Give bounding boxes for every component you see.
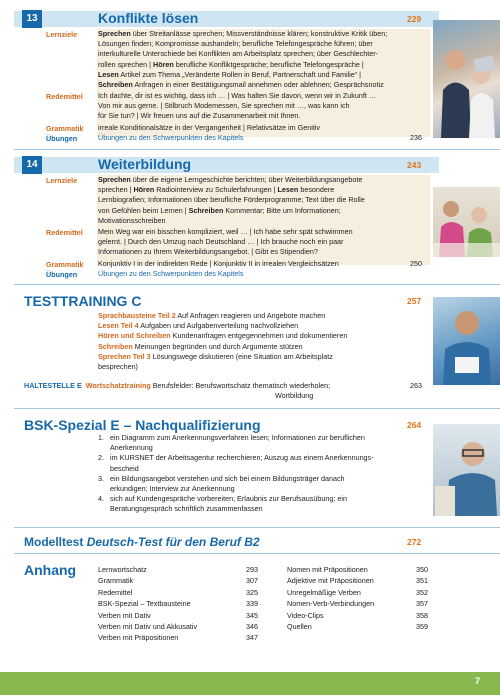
anhang-title[interactable]: Anhang xyxy=(24,562,77,578)
chapter-13-lernziele-label: Lernziele xyxy=(46,30,78,39)
chapter-13-uebungen-label: Übungen xyxy=(46,134,78,143)
chapter-13-uebungen-page[interactable]: 236 xyxy=(410,133,422,142)
bsk-photo xyxy=(433,424,500,516)
anhang-entry[interactable]: Quellen 359 xyxy=(287,622,428,632)
anhang-entry[interactable]: Adjektive mit Präpositionen 351 xyxy=(287,576,428,586)
chapter-14-uebungen[interactable]: Übungen zu den Schwerpunkten des Kapitels xyxy=(98,269,244,278)
page-number: 7 xyxy=(474,676,480,686)
chapter-13-header-bar xyxy=(14,11,439,27)
bsk-items: 1. ein Diagramm zum Anerkennungsverfahren lesen; Informationen zur beruflichen Anerkennung 2. im KURSNET der Arbeitsagentur recherchieren; Auszug aus einem Anerkennungs- bescheid 3. ein Bildungsangebot verstehen und sich bei einem Bildungsträger danach erkundigen; Interview zur Anerkennung 4. sich auf Kundengespräche vorbereiten; Erlaubnis zur Berufsausübung; ein Beratungsgespräch schriftlich zusammenfassen xyxy=(98,433,374,514)
chapter-14-title[interactable]: Weiterbildung xyxy=(98,156,192,172)
chapter-14-lernziele: Sprechen über die eigene Lerngeschichte berichten; über Weiterbildungsangebote sprechen | Hören Radiointerview zu Schulerfahrungen | Lesen besondere Lernbiografien; Informationen über berufliche Förderprogramme; Text über die Rolle von Gefühlen beim Lernen | Schreiben Kommentar; Bitte um Informationen; Motivationsschreiben xyxy=(98,175,365,225)
testtraining-photo xyxy=(433,297,500,385)
testtraining-separator xyxy=(14,408,500,409)
modelltest-separator xyxy=(14,553,500,554)
chapter-14-page[interactable]: 243 xyxy=(407,160,422,170)
chapter-14-grammatik-label: Grammatik xyxy=(46,260,84,269)
chapter-13-grammatik: irreale Konditionalsätze in der Vergangenheit | Relativsätze im Genitiv xyxy=(98,123,321,132)
anhang-column-2 xyxy=(287,564,428,632)
chapter-14-grammatik: Konjunktiv I in der indirekten Rede | Konjunktiv II in irrealen Vergleichsätzen xyxy=(98,259,339,268)
chapter-13-title[interactable]: Konflikte lösen xyxy=(98,10,199,26)
chapter-14-lernziele-label: Lernziele xyxy=(46,176,78,185)
chapter-14-number: 14 xyxy=(22,156,42,174)
bsk-title[interactable]: BSK-Spezial E – Nachqualifizierung xyxy=(24,417,261,433)
chapter-13-grammatik-label: Grammatik xyxy=(46,124,84,133)
modelltest-page[interactable]: 272 xyxy=(407,537,422,547)
chapter-13-separator xyxy=(14,149,500,150)
modelltest-heading[interactable]: Modelltest Deutsch-Test für den Beruf B2 xyxy=(24,535,260,549)
chapter-13-uebungen[interactable]: Übungen zu den Schwerpunkten des Kapitels xyxy=(98,133,244,142)
anhang-entry[interactable]: Unregelmäßige Verben 352 xyxy=(287,587,428,597)
chapter-13-redemittel: Ich dachte, dir ist es wichtig, dass ich … | Was halten Sie davon, wenn wir in Zukunft … Von mir aus gerne. | Stilbruch Modemessen, Sie sprechen mit …, was kann ich für Sie tun? | Wir freuen uns auf die Zusammenarbeit mit Ihnen. xyxy=(98,91,377,121)
bsk-page[interactable]: 264 xyxy=(407,420,422,430)
anhang-entry[interactable]: Verben mit Dativ 345 xyxy=(98,610,258,620)
chapter-13-photo xyxy=(433,20,500,138)
page-footer-bar xyxy=(0,672,500,695)
chapter-14-header-bar xyxy=(14,157,439,173)
chapter-13-lernziele: Sprechen über Streitanlässe sprechen; Missverständnisse klären; konstruktive Kritik üben; Lösungen finden; Kompromisse aushandeln; berufliche Telefongespräche führen; über interkulturelle Unterschiede bei Konflikten am Arbeitsplatz sprechen; über Geschlechter- rollen sprechen | Hören berufliche Konfliktgespräche; berufliche Telefongespräche | Lesen Artikel zum Thema „Veränderte Rollen in Beruf, Partnerschaft und Familie“ | Schreiben Anfragen in einer Bestätigungsmail annehmen oder ablehnen; Gesprächsnotiz xyxy=(98,29,388,90)
haltestelle-entry[interactable]: HALTESTELLE E Wortschatztraining Berufsfelder: Berufswortschatz thematisch wiederholen; Wortbildung xyxy=(24,381,331,401)
anhang-entry[interactable]: Nomen mit Präpositionen 350 xyxy=(287,565,428,574)
chapter-13-number: 13 xyxy=(22,10,42,28)
bsk-separator xyxy=(14,527,500,528)
anhang-entry[interactable]: Lernwortschatz 293 xyxy=(98,565,258,574)
chapter-14-redemittel: Mein Weg war ein bisschen kompliziert, weil … | Ich habe sehr spät schwimmen gelernt. | Durch den Umzug nach Deutschland … | Ich brauche noch ein paar Informationen zu Ihrem Weiterbildungsangebot. | Gibt es Stipendien? xyxy=(98,227,353,257)
testtraining-title[interactable]: TESTTRAINING C xyxy=(24,293,142,309)
testtraining-page[interactable]: 257 xyxy=(407,296,422,306)
anhang-column-1 xyxy=(98,564,258,644)
anhang-entry[interactable]: Video-Clips 358 xyxy=(287,610,428,620)
chapter-14-uebungen-label: Übungen xyxy=(46,270,78,279)
chapter-14-grammatik-page[interactable]: 250 xyxy=(410,259,422,268)
haltestelle-page[interactable]: 263 xyxy=(410,381,422,390)
anhang-entry[interactable]: Verben mit Dativ und Akkusativ 346 xyxy=(98,622,258,632)
chapter-13-redemittel-label: Redemittel xyxy=(46,92,83,101)
testtraining-items: Sprachbausteine Teil 2 Auf Anfragen reagieren und Angebote machen Lesen Teil 4 Aufgaben und Aufgabenverteilung nachvollziehen Hören und Schreiben Kundenanfragen entgegennehmen und dokumentieren Schreiben Meinungen begründen und durch Argumente stützen Sprechen Teil 3 Lösungswege diskutieren (eine Situation am Arbeitsplatz besprechen) xyxy=(98,311,348,372)
anhang-entry[interactable]: Nomen-Verb-Verbindungen 357 xyxy=(287,599,428,609)
anhang-entry[interactable]: Grammatik 307 xyxy=(98,576,258,586)
anhang-entry[interactable]: Verben mit Präpositionen 347 xyxy=(98,633,258,643)
anhang-entry[interactable]: BSK-Spezial – Textbausteine 339 xyxy=(98,599,258,609)
chapter-14-redemittel-label: Redemittel xyxy=(46,228,83,237)
anhang-entry[interactable]: Redemittel 325 xyxy=(98,587,258,597)
chapter-13-page[interactable]: 229 xyxy=(407,14,422,24)
chapter-14-separator xyxy=(14,284,500,285)
chapter-14-photo xyxy=(433,187,500,257)
